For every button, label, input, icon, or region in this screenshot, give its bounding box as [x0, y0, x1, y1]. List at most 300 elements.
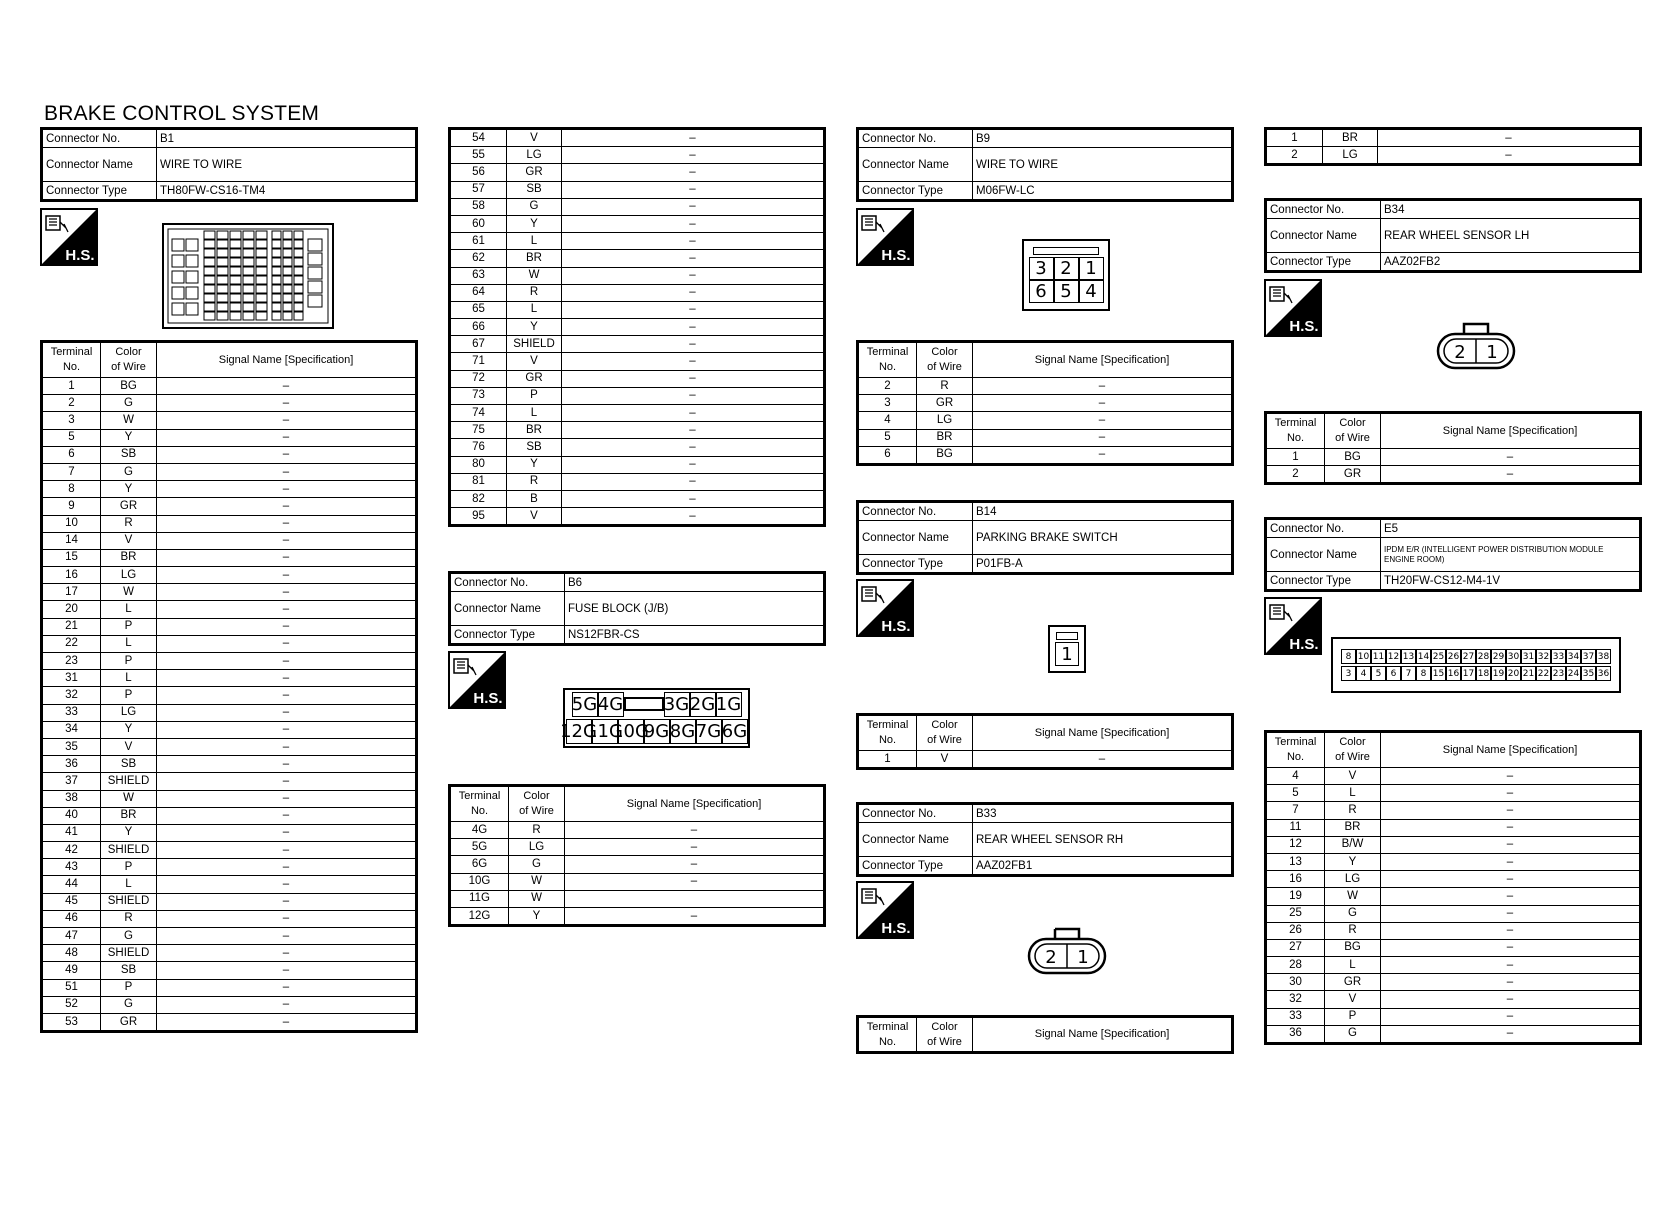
connector-cavity: [256, 249, 267, 257]
wire-color: V: [101, 532, 157, 549]
signal-name: [565, 890, 825, 907]
wire-color: Y: [101, 721, 157, 738]
connector-cavity: [283, 312, 292, 320]
signal-name: –: [1381, 449, 1641, 466]
terminal-no: 55: [450, 147, 507, 164]
table-row: [450, 147, 825, 164]
connector-cavity: [217, 303, 228, 311]
b1-connector-type: TH80FW-CS16-TM4: [157, 182, 417, 201]
connector-cavity: [283, 285, 292, 293]
hs-badge-icon: [856, 208, 914, 266]
connector-pin: 30: [1506, 649, 1521, 664]
connector-pin: 7: [1401, 666, 1416, 681]
connector-pin: 3: [1341, 666, 1356, 681]
connector-pin: 29: [1491, 649, 1506, 664]
table-row: [1266, 974, 1641, 991]
wire-color: Y: [101, 429, 157, 446]
terminal-no: 9: [42, 498, 101, 515]
table-row: [450, 473, 825, 490]
table-row: [1266, 991, 1641, 1008]
table-row: [450, 129, 825, 147]
pin-table-header: Terminal No. Color of Wire Signal Name [Specification]: [858, 342, 1233, 378]
signal-name: –: [562, 387, 825, 404]
connector-pin: 5: [1371, 666, 1386, 681]
b34-pin-table: [1264, 411, 1642, 485]
connector-pin: 24: [1566, 666, 1581, 681]
wire-color: G: [101, 928, 157, 945]
table-row: [450, 164, 825, 181]
terminal-no: 49: [42, 962, 101, 979]
terminal-no: 95: [450, 508, 507, 526]
signal-name: –: [562, 508, 825, 526]
connector-pin: 4G: [597, 694, 624, 715]
pin-label: 2: [1454, 342, 1466, 363]
signal-name: –: [157, 910, 417, 927]
signal-name: –: [157, 979, 417, 996]
wire-color: V: [917, 751, 973, 769]
table-row: [450, 856, 825, 873]
terminal-no: 75: [450, 422, 507, 439]
connector-cavity: [256, 285, 267, 293]
connector-cavity: [272, 258, 281, 266]
table-row: [858, 429, 1233, 446]
wire-color: GR: [507, 164, 562, 181]
wire-color: SB: [101, 446, 157, 463]
terminal-no: 2: [42, 395, 101, 412]
terminal-no: 57: [450, 181, 507, 198]
connector-cavity: [230, 276, 241, 284]
terminal-no: 47: [42, 928, 101, 945]
b34-info-table: Connector No. B34 Connector Name REAR WHEEL SENSOR LH Connector Type AAZ02FB2: [1264, 198, 1642, 273]
wire-color: GR: [1325, 974, 1381, 991]
connector-pin: 12G: [560, 721, 597, 742]
terminal-no: 13: [1266, 853, 1325, 870]
terminal-no: 45: [42, 893, 101, 910]
wire-color: G: [101, 395, 157, 412]
connector-pin: 10: [1356, 649, 1371, 664]
e5-pin-table: [1264, 730, 1642, 1045]
connector-cavity: [204, 312, 215, 320]
connector-cavity: [283, 267, 292, 275]
wire-color: G: [1325, 1025, 1381, 1043]
terminal-no: 28: [1266, 957, 1325, 974]
connector-cavity: [308, 253, 322, 265]
signal-name: –: [157, 429, 417, 446]
pin-table-header: Terminal No. Color of Wire Signal Name [Specification]: [42, 342, 417, 378]
pin-label: 1: [1077, 947, 1089, 968]
connector-cavity: [230, 294, 241, 302]
terminal-no: 25: [1266, 905, 1325, 922]
terminal-no: 17: [42, 584, 101, 601]
wire-color: GR: [101, 498, 157, 515]
connector-cavity: [217, 285, 228, 293]
table-row: [1266, 819, 1641, 836]
connector-pin: 18: [1476, 666, 1491, 681]
table-row: [42, 876, 417, 893]
e5-connector-face: [1331, 637, 1621, 693]
terminal-no: 27: [1266, 939, 1325, 956]
terminal-no: 1: [42, 378, 101, 395]
b6-connector-no: B6: [565, 573, 825, 592]
round-connector-drawing: [1027, 925, 1107, 977]
b34-connector-type: AAZ02FB2: [1381, 253, 1641, 272]
wire-color: R: [101, 910, 157, 927]
wire-color: L: [507, 405, 562, 422]
terminal-no: 44: [42, 876, 101, 893]
terminal-no: 37: [42, 773, 101, 790]
b33-pin-table-header: [856, 1015, 1234, 1054]
terminal-no: 40: [42, 807, 101, 824]
connector-cavity: [294, 276, 303, 284]
connector-pin: 35: [1581, 666, 1596, 681]
connector-cavity: [204, 258, 215, 266]
table-row: [450, 907, 825, 925]
table-row: [858, 395, 1233, 412]
hs-badge-drawing: [40, 208, 98, 266]
table-row: [450, 353, 825, 370]
hs-badge-drawing: [1264, 597, 1322, 655]
wire-color: L: [101, 601, 157, 618]
e5-connector-type: TH20FW-CS12-M4-1V: [1381, 572, 1641, 591]
signal-name: –: [157, 773, 417, 790]
table-row: [42, 429, 417, 446]
table-row: [1266, 147, 1641, 165]
wire-color: G: [1325, 905, 1381, 922]
signal-name: –: [157, 532, 417, 549]
connector-pin: 1: [1055, 642, 1079, 666]
terminal-no: 41: [42, 824, 101, 841]
table-row: [450, 822, 825, 839]
signal-name: –: [973, 412, 1233, 429]
signal-name: –: [973, 378, 1233, 395]
connector-cavity: [294, 249, 303, 257]
connector-cavity: [243, 285, 254, 293]
table-row: [42, 635, 417, 652]
connector-cavity: [217, 276, 228, 284]
b33-info-table: Connector No. B33 Connector Name REAR WHEEL SENSOR RH Connector Type AAZ02FB1: [856, 802, 1234, 877]
signal-name: –: [1381, 768, 1641, 785]
table-row: [1266, 888, 1641, 905]
b33-connector-name: REAR WHEEL SENSOR RH: [973, 823, 1233, 857]
wire-color: GR: [917, 395, 973, 412]
signal-name: –: [1381, 853, 1641, 870]
connector-cavity: [186, 303, 198, 315]
terminal-no: 6G: [450, 856, 509, 873]
wire-color: G: [101, 463, 157, 480]
connector-cavity: [256, 303, 267, 311]
signal-name: –: [562, 250, 825, 267]
terminal-no: 11: [1266, 819, 1325, 836]
connector-pin: 13: [1401, 649, 1416, 664]
signal-name: –: [157, 412, 417, 429]
table-row: [1266, 1008, 1641, 1025]
terminal-no: 48: [42, 945, 101, 962]
table-row: [42, 412, 417, 429]
wire-color: LG: [1323, 147, 1378, 165]
terminal-no: 46: [42, 910, 101, 927]
signal-name: –: [157, 463, 417, 480]
hs-badge-drawing: [856, 579, 914, 637]
terminal-no: 36: [42, 756, 101, 773]
connector-pin: 26: [1446, 649, 1461, 664]
signal-name: –: [157, 635, 417, 652]
signal-name: –: [1381, 905, 1641, 922]
connector-cavity: [294, 267, 303, 275]
table-row: [450, 873, 825, 890]
table-row: [450, 198, 825, 215]
wire-color: V: [507, 129, 562, 147]
connector-face-drawing: [162, 223, 334, 329]
terminal-no: 72: [450, 370, 507, 387]
connector-cavity: [272, 240, 281, 248]
connector-pin: 6: [1029, 280, 1054, 303]
table-row: [450, 490, 825, 507]
connector-pin: 11: [1371, 649, 1386, 664]
connector-pin: 16: [1446, 666, 1461, 681]
signal-name: –: [157, 807, 417, 824]
wire-color: W: [507, 267, 562, 284]
connector-cavity: [204, 231, 215, 239]
signal-name: –: [157, 653, 417, 670]
table-row: [450, 301, 825, 318]
connector-pin: 6: [1386, 666, 1401, 681]
connector-cavity: [256, 240, 267, 248]
wire-color: BR: [507, 250, 562, 267]
b33-connector-no: B33: [973, 804, 1233, 823]
wire-color: R: [101, 515, 157, 532]
b1-connector-face: [162, 223, 334, 329]
pin-table-header: Terminal No. Color of Wire Signal Name [Specification]: [1266, 413, 1641, 449]
b33-connector-face: [1027, 925, 1107, 977]
terminal-no: 65: [450, 301, 507, 318]
terminal-no: 7: [1266, 802, 1325, 819]
signal-name: –: [157, 395, 417, 412]
terminal-no: 2: [1266, 466, 1325, 484]
connector-cavity: [204, 249, 215, 257]
terminal-no: 22: [42, 635, 101, 652]
b9-connector-no: B9: [973, 129, 1233, 148]
b14-connector-type: P01FB-A: [973, 555, 1233, 574]
table-row: [42, 910, 417, 927]
connector-cavity: [204, 276, 215, 284]
b6-info-table: Connector No. B6 Connector Name FUSE BLOCK (J/B) Connector Type NS12FBR-CS: [448, 571, 826, 646]
signal-name: –: [157, 704, 417, 721]
terminal-no: 71: [450, 353, 507, 370]
terminal-no: 34: [42, 721, 101, 738]
connector-pin: 11G: [586, 721, 623, 742]
connector-pin: 25: [1431, 649, 1446, 664]
wire-color: V: [1325, 768, 1381, 785]
wire-color: BG: [917, 446, 973, 464]
signal-name: –: [973, 446, 1233, 464]
b1-connector-no: B1: [157, 129, 417, 148]
connector-pin: 8G: [669, 721, 696, 742]
signal-name: –: [1381, 836, 1641, 853]
signal-name: –: [157, 893, 417, 910]
table-row: [450, 890, 825, 907]
wire-color: BR: [507, 422, 562, 439]
page-title: BRAKE CONTROL SYSTEM: [44, 102, 320, 125]
b34-connector-face: [1436, 320, 1516, 372]
terminal-no: 12G: [450, 907, 509, 925]
pin-table-header: Terminal No. Color of Wire Signal Name [Specification]: [858, 715, 1233, 751]
terminal-no: 31: [42, 670, 101, 687]
connector-cavity: [172, 271, 184, 283]
connector-cavity: [272, 294, 281, 302]
signal-name: –: [1381, 871, 1641, 888]
table-row: [42, 515, 417, 532]
terminal-no: 4: [858, 412, 917, 429]
connector-pin: 4: [1079, 280, 1104, 303]
signal-name: –: [157, 601, 417, 618]
connector-cavity: [283, 240, 292, 248]
wire-color: Y: [101, 481, 157, 498]
signal-name: –: [157, 962, 417, 979]
signal-name: –: [157, 1013, 417, 1031]
connector-cavity: [230, 258, 241, 266]
signal-name: –: [157, 687, 417, 704]
hs-badge-icon: [448, 651, 506, 709]
wire-color: LG: [507, 147, 562, 164]
table-row: [1266, 129, 1641, 147]
terminal-no: 5G: [450, 839, 509, 856]
wire-color: BR: [101, 549, 157, 566]
wire-color: L: [507, 233, 562, 250]
terminal-no: 7: [42, 463, 101, 480]
terminal-no: 15: [42, 549, 101, 566]
b6-pin-table: [448, 784, 826, 927]
connector-cavity: [272, 231, 281, 239]
table-row: [42, 584, 417, 601]
connector-cavity: [243, 240, 254, 248]
b33-pin-table-continued: [1264, 127, 1642, 166]
wire-color: W: [101, 412, 157, 429]
table-row: [1266, 768, 1641, 785]
connector-pin: 2: [1054, 257, 1079, 280]
terminal-no: 6: [42, 446, 101, 463]
signal-name: –: [562, 370, 825, 387]
table-row: [42, 601, 417, 618]
e5-info-table: Connector No. E5 Connector Name IPDM E/R (INTELLIGENT POWER DISTRIBUTION MODULE ENGINE ROOM) Connector Type TH20FW-CS12-M4-1V: [1264, 517, 1642, 592]
table-row: [450, 508, 825, 526]
connector-cavity: [186, 239, 198, 251]
table-row: [42, 962, 417, 979]
connector-pin: 10G: [612, 721, 649, 742]
connector-pin: 7G: [695, 721, 722, 742]
connector-cavity: [308, 267, 322, 279]
terminal-no: 38: [42, 790, 101, 807]
connector-pin: 3: [1029, 257, 1054, 280]
wire-color: BG: [1325, 449, 1381, 466]
terminal-no: 56: [450, 164, 507, 181]
connector-cavity: [272, 312, 281, 320]
signal-name: –: [562, 456, 825, 473]
terminal-no: 58: [450, 198, 507, 215]
signal-name: –: [1378, 129, 1641, 147]
connector-pin: 19: [1491, 666, 1506, 681]
terminal-no: 81: [450, 473, 507, 490]
table-row: [42, 738, 417, 755]
table-row: [42, 773, 417, 790]
connector-cavity: [256, 294, 267, 302]
wire-color: V: [507, 353, 562, 370]
signal-name: –: [562, 181, 825, 198]
wire-color: Y: [1325, 853, 1381, 870]
wire-color: LG: [509, 839, 565, 856]
connector-cavity: [186, 255, 198, 267]
wire-color: R: [509, 822, 565, 839]
connector-pin: 17: [1461, 666, 1476, 681]
terminal-no: 23: [42, 653, 101, 670]
terminal-no: 64: [450, 284, 507, 301]
connector-cavity: [283, 258, 292, 266]
connector-cavity: [217, 312, 228, 320]
signal-name: –: [562, 319, 825, 336]
table-row: [858, 751, 1233, 769]
wire-color: BR: [917, 429, 973, 446]
table-row: [42, 446, 417, 463]
connector-cavity: [294, 312, 303, 320]
wire-color: W: [509, 890, 565, 907]
hs-badge-icon: [856, 881, 914, 939]
wire-color: G: [509, 856, 565, 873]
signal-name: –: [562, 267, 825, 284]
wire-color: V: [507, 508, 562, 526]
b9-info-table: Connector No. B9 Connector Name WIRE TO WIRE Connector Type M06FW-LC: [856, 127, 1234, 202]
table-row: [1266, 785, 1641, 802]
hs-badge-drawing: [448, 651, 506, 709]
wire-color: SB: [507, 181, 562, 198]
signal-name: –: [157, 498, 417, 515]
wire-color: BR: [1323, 129, 1378, 147]
table-row: [42, 567, 417, 584]
connector-pin: 14: [1416, 649, 1431, 664]
connector-pin: 3G: [663, 694, 690, 715]
connector-latch: [1056, 632, 1078, 640]
connector-cavity: [283, 276, 292, 284]
table-row: [42, 859, 417, 876]
connector-cavity: [283, 294, 292, 302]
terminal-no: 74: [450, 405, 507, 422]
connector-cavity: [283, 249, 292, 257]
signal-name: –: [1381, 922, 1641, 939]
signal-name: –: [157, 876, 417, 893]
wire-color: SHIELD: [101, 842, 157, 859]
connector-pin: 36: [1596, 666, 1611, 681]
table-row: [42, 704, 417, 721]
wire-color: R: [1325, 802, 1381, 819]
signal-name: –: [562, 215, 825, 232]
signal-name: –: [565, 907, 825, 925]
connector-pin: 9G: [643, 721, 670, 742]
table-row: [42, 463, 417, 480]
signal-name: –: [157, 618, 417, 635]
wire-color: R: [1325, 922, 1381, 939]
table-row: [42, 790, 417, 807]
signal-name: –: [157, 824, 417, 841]
table-row: [1266, 957, 1641, 974]
connector-cavity: [204, 285, 215, 293]
wire-color: P: [101, 859, 157, 876]
signal-name: –: [562, 439, 825, 456]
table-row: [1266, 836, 1641, 853]
connector-cavity: [230, 312, 241, 320]
pin-label: 2: [1045, 947, 1057, 968]
table-row: [42, 721, 417, 738]
connector-cavity: [217, 240, 228, 248]
connector-pin: 37: [1581, 649, 1596, 664]
signal-name: –: [157, 738, 417, 755]
